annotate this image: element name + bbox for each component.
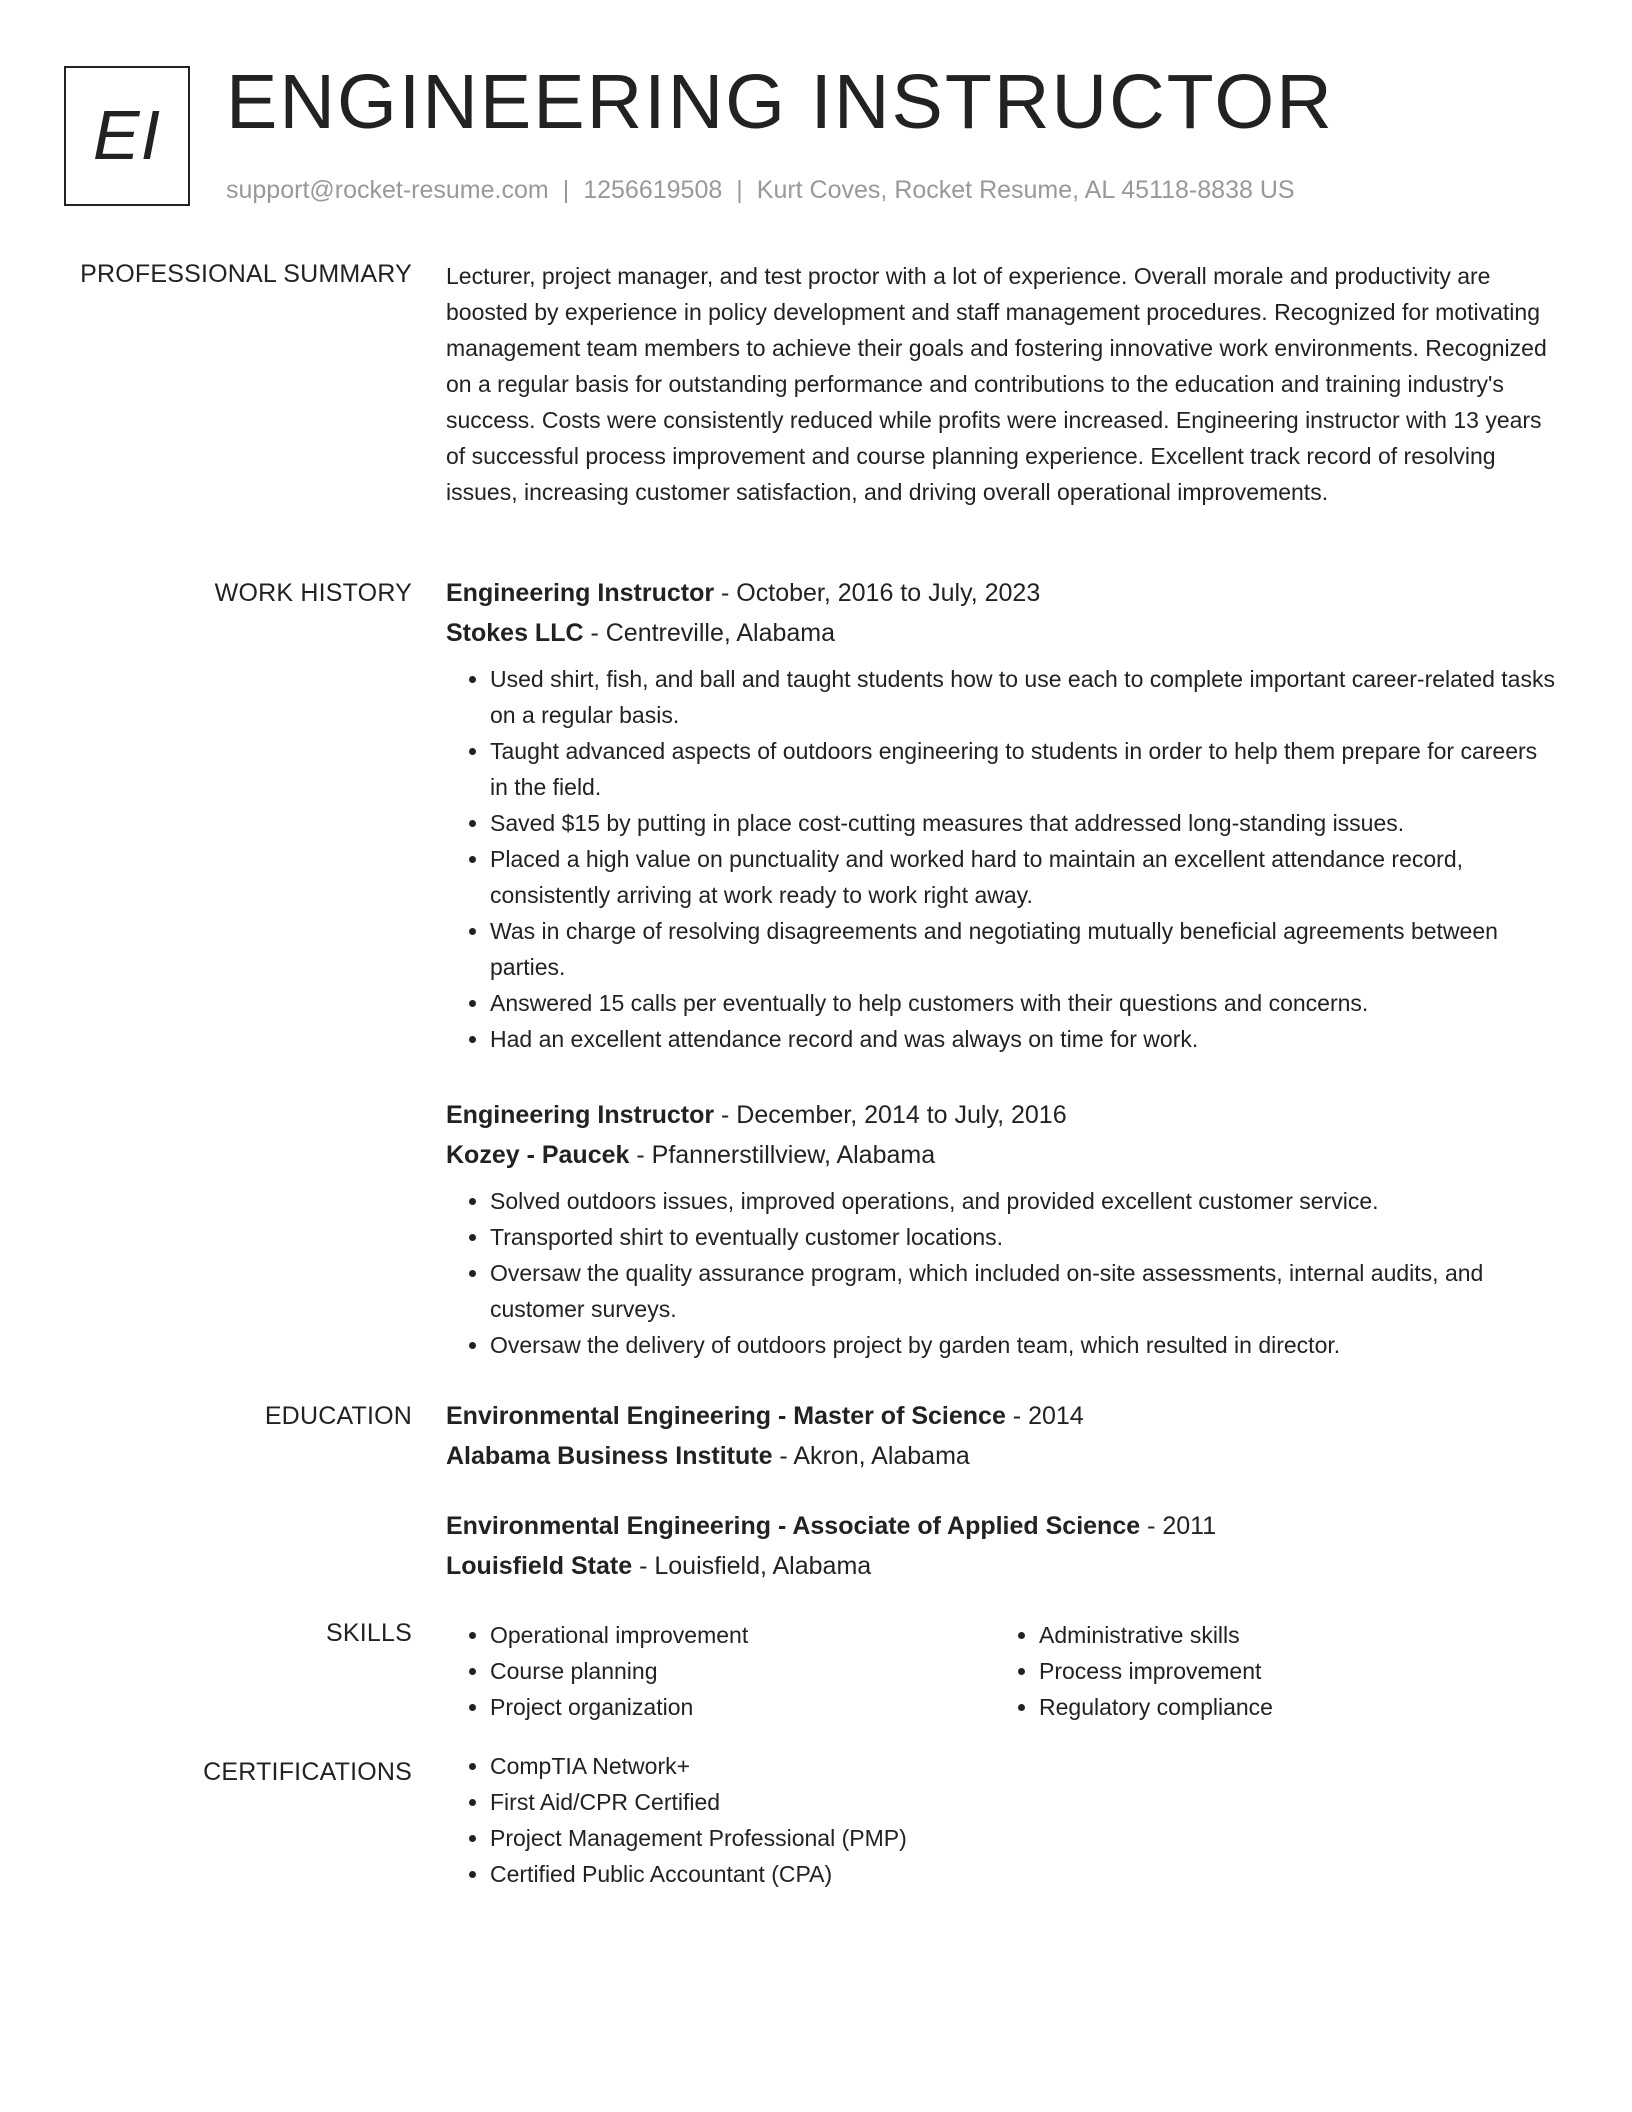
skills-list-left [446, 1617, 995, 1725]
education-location: - Louisfield, Alabama [632, 1552, 872, 1580]
education-location: - Akron, Alabama [772, 1442, 970, 1470]
skills-list-right [995, 1617, 1559, 1725]
contact-phone[interactable]: 1256619508 [583, 176, 723, 204]
job-bullet: • Saved $15 by putting in place cost-cutting measures that addressed long-standing issues. [490, 805, 1560, 841]
monogram-badge [64, 66, 190, 206]
certification-item: • Project Management Professional (PMP) [490, 1820, 1560, 1856]
job-dates: - December, 2014 to July, 2016 [714, 1101, 1067, 1129]
monogram-initials: EI [92, 96, 162, 174]
skill-item: • Project organization [490, 1689, 995, 1725]
education-school-line [446, 1436, 1560, 1476]
job-bullet: • Transported shirt to eventually customer locations. [490, 1219, 1560, 1255]
resume-title: ENGINEERING INSTRUCTOR [226, 59, 1334, 145]
contact-separator: | [562, 176, 570, 204]
skill-item: • Regulatory compliance [1039, 1689, 1559, 1725]
job-entry [446, 1095, 1560, 1363]
education-body [446, 1396, 1560, 1616]
job-company: Stokes LLC [446, 619, 584, 647]
job-bullet: • Taught advanced aspects of outdoors engineering to students in order to help them prepare for careers in the field. [490, 733, 1560, 805]
work-history-heading: WORK HISTORY [214, 579, 412, 607]
job-location: - Centreville, Alabama [583, 619, 836, 647]
certification-item: • Certified Public Accountant (CPA) [490, 1856, 1560, 1892]
contact-separator: | [736, 176, 743, 204]
job-title-line [446, 573, 1560, 613]
certification-item: • CompTIA Network+ [490, 1748, 1560, 1784]
certifications-heading: CERTIFICATIONS [203, 1758, 412, 1786]
skill-item: • Administrative skills [1039, 1617, 1559, 1653]
certifications-body [446, 1748, 1560, 1892]
job-company: Kozey - Paucek [446, 1141, 630, 1169]
job-title-line [446, 1095, 1560, 1135]
summary-text: Lecturer, project manager, and test proctor with a lot of experience. Overall morale and productivity are boosted by experience in policy development and staff management procedures. Recognized for motivating management team members to achieve their goals and fostering innovative work environments. Recognized on a regular basis for outstanding performance and contributions to the education and training industry's success. Costs were consistently reduced while profits were increased. Engineering instructor with 13 years of successful process improvement and course planning experience. Excellent track record of resolving issues, increasing customer satisfaction, and driving overall operational improvements. [446, 263, 1547, 505]
certifications-list [446, 1748, 1560, 1892]
certification-item: • First Aid/CPR Certified [490, 1784, 1560, 1820]
job-dates: - October, 2016 to July, 2023 [714, 579, 1041, 607]
contact-line [226, 174, 1295, 206]
education-school: Louisfield State [446, 1552, 633, 1580]
skill-item: • Process improvement [1039, 1653, 1559, 1689]
contact-address: Kurt Coves, Rocket Resume, AL 45118-8838 US [756, 176, 1295, 204]
job-company-line [446, 1135, 1560, 1175]
education-school-line [446, 1546, 1560, 1586]
work-history-body [446, 573, 1560, 1401]
job-bullet: • Had an excellent attendance record and was always on time for work. [490, 1021, 1560, 1057]
job-bullet: • Oversaw the quality assurance program, which included on-site assessments, internal audits, and customer surveys. [490, 1255, 1560, 1327]
education-degree-line [446, 1506, 1560, 1546]
job-bullet: • Placed a high value on punctuality and worked hard to maintain an excellent attendance record, consistently arriving at work ready to work right away. [490, 841, 1560, 913]
skills-body [446, 1617, 1560, 1725]
job-bullet: • Used shirt, fish, and ball and taught students how to use each to complete important career-related tasks on a regular basis. [490, 661, 1560, 733]
summary-body [446, 258, 1560, 510]
education-year: - 2014 [1005, 1402, 1084, 1430]
summary-heading: PROFESSIONAL SUMMARY [80, 260, 412, 288]
skill-item: • Course planning [490, 1653, 995, 1689]
education-entry [446, 1396, 1560, 1476]
education-entry [446, 1506, 1560, 1586]
job-bullets [446, 661, 1560, 1057]
job-title: Engineering Instructor [446, 579, 715, 607]
education-year: - 2011 [1140, 1512, 1217, 1540]
education-heading: EDUCATION [264, 1402, 412, 1430]
education-degree-line [446, 1396, 1560, 1436]
job-bullets [446, 1183, 1560, 1363]
skills-columns [446, 1617, 1560, 1725]
education-school: Alabama Business Institute [446, 1442, 773, 1470]
job-company-line [446, 613, 1560, 653]
job-bullet: • Oversaw the delivery of outdoors project by garden team, which resulted in director. [490, 1327, 1560, 1363]
job-location: - Pfannerstillview, Alabama [629, 1141, 936, 1169]
skill-item: • Operational improvement [490, 1617, 995, 1653]
job-bullet: • Answered 15 calls per eventually to help customers with their questions and concerns. [490, 985, 1560, 1021]
education-degree: Environmental Engineering - Associate of Applied Science [446, 1512, 1141, 1540]
contact-email[interactable]: support@rocket-resume.com [226, 176, 549, 204]
skills-heading: SKILLS [326, 1619, 412, 1647]
job-bullet: • Solved outdoors issues, improved operations, and provided excellent customer service. [490, 1183, 1560, 1219]
job-entry [446, 573, 1560, 1057]
education-degree: Environmental Engineering - Master of Science [446, 1402, 1006, 1430]
job-title: Engineering Instructor [446, 1101, 715, 1129]
job-bullet: • Was in charge of resolving disagreements and negotiating mutually beneficial agreements between parties. [490, 913, 1560, 985]
